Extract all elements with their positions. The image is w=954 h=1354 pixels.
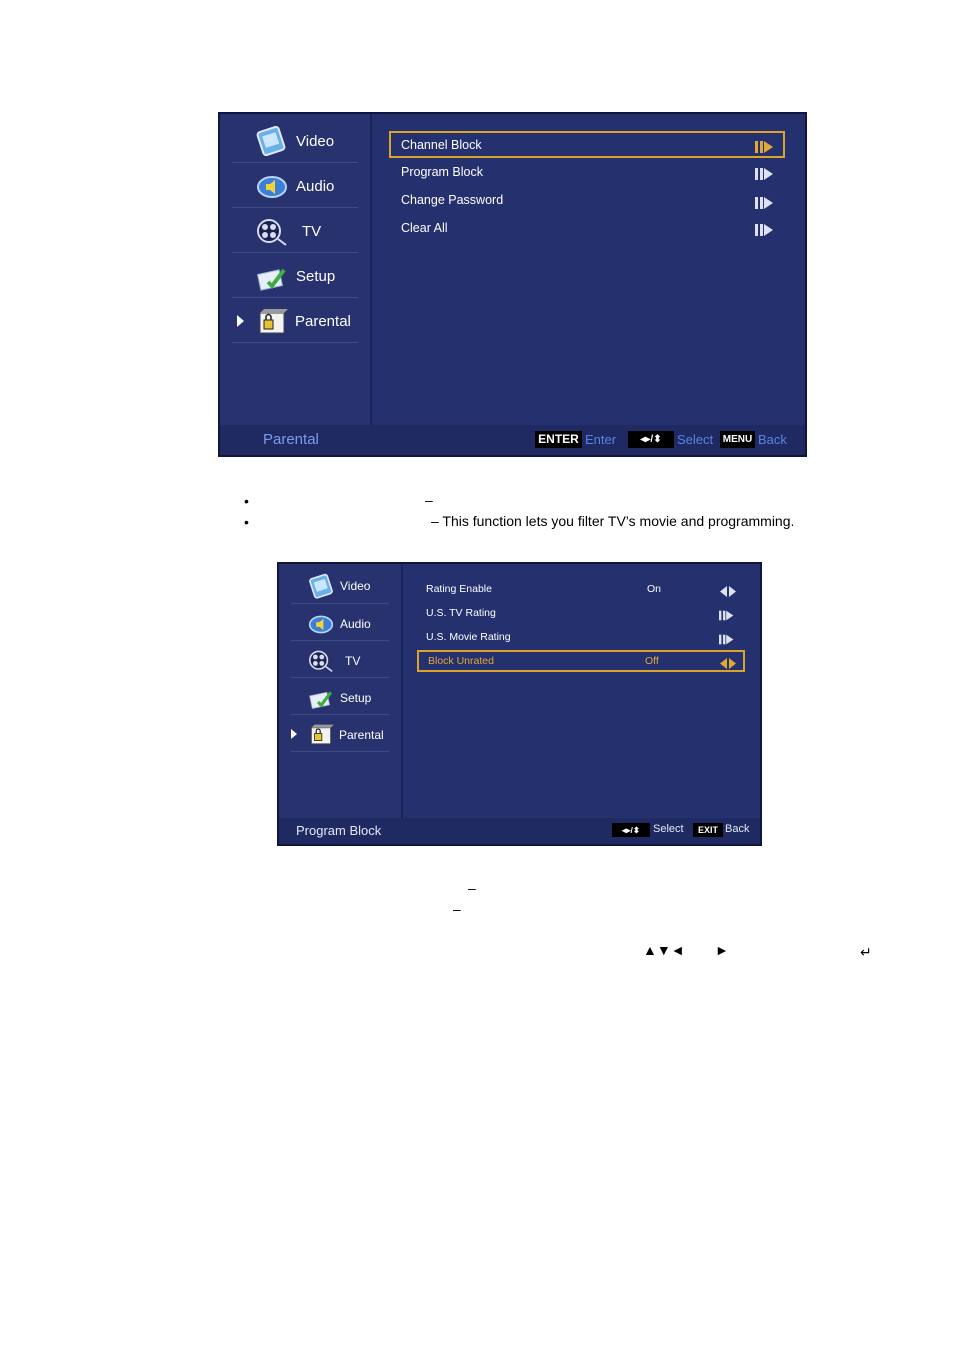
main-menu-sidebar xyxy=(279,564,403,844)
submenu-arrow-icon xyxy=(755,140,775,158)
sidebar-item-parental[interactable] xyxy=(220,299,370,343)
footer-title: Parental xyxy=(263,431,319,448)
sidebar-item-tv[interactable] xyxy=(220,209,370,253)
film-reel-icon xyxy=(256,217,288,252)
submenu-arrow-icon xyxy=(755,167,775,185)
back-key-label: Back xyxy=(725,823,750,835)
divider xyxy=(291,603,389,604)
menu-item-label: Channel Block xyxy=(401,138,482,152)
menu-item-program-block[interactable] xyxy=(389,159,785,186)
submenu-arrow-icon xyxy=(755,223,775,241)
menu-item-clear-all[interactable] xyxy=(389,215,785,242)
menu-item-value: Off xyxy=(645,655,659,667)
navigate-key: ◂▸/⬍ xyxy=(612,823,650,837)
divider xyxy=(291,751,389,752)
menu-item-value: On xyxy=(647,583,662,595)
sidebar-label-video: Video xyxy=(296,133,335,150)
setup-icon xyxy=(256,262,290,297)
back-key-label: Back xyxy=(758,432,787,447)
left-right-arrows-icon xyxy=(720,584,736,602)
sidebar-label-audio: Audio xyxy=(296,178,335,195)
menu-item-block-unrated[interactable] xyxy=(417,650,745,672)
parental-lock-icon xyxy=(256,307,288,342)
divider xyxy=(232,342,358,343)
main-menu-sidebar xyxy=(220,114,372,455)
sidebar-label-parental: Parental xyxy=(295,313,351,330)
left-right-arrows-icon xyxy=(720,656,736,674)
divider xyxy=(291,640,389,641)
menu-item-label: U.S. Movie Rating xyxy=(426,631,511,643)
menu-item-us-tv-rating[interactable] xyxy=(417,602,745,624)
sidebar-item-setup[interactable] xyxy=(220,254,370,298)
sidebar-label-tv: TV xyxy=(302,223,322,240)
sidebar-label-setup: Setup xyxy=(340,691,372,705)
menu-key: MENU xyxy=(720,431,755,448)
submenu-arrow-icon xyxy=(755,196,775,214)
menu-item-label: Block Unrated xyxy=(428,655,494,667)
menu-item-label: Program Block xyxy=(401,165,483,179)
divider xyxy=(291,677,389,678)
video-icon xyxy=(307,573,335,606)
sidebar-label-parental: Parental xyxy=(339,728,384,742)
parental-lock-icon xyxy=(308,723,334,752)
menu-footer xyxy=(279,818,760,844)
sidebar-item-parental[interactable] xyxy=(279,716,401,752)
divider xyxy=(232,297,358,298)
selected-pointer-icon xyxy=(237,315,244,327)
text-dash-1: – xyxy=(468,880,476,896)
navigation-arrows-symbols: ▲▼◄ xyxy=(643,942,685,958)
selected-pointer-icon xyxy=(291,729,297,739)
sidebar-item-video[interactable] xyxy=(220,119,370,163)
sidebar-label-setup: Setup xyxy=(296,268,336,285)
enter-key-label: Enter xyxy=(585,432,617,447)
bullet-1: • xyxy=(244,493,249,509)
navigate-key: ◂▸/⬍ xyxy=(628,431,674,448)
menu-item-rating-enable[interactable] xyxy=(417,578,745,600)
divider xyxy=(232,252,358,253)
sidebar-item-video[interactable] xyxy=(279,568,401,604)
program-block-menu-screen xyxy=(277,562,762,846)
submenu-arrow-icon xyxy=(719,632,735,650)
menu-item-label: Change Password xyxy=(401,193,504,207)
bullet-1-dash: – xyxy=(425,492,433,508)
text-dash-2: – xyxy=(453,901,461,917)
menu-item-us-movie-rating[interactable] xyxy=(417,626,745,648)
right-arrow-symbol: ► xyxy=(715,942,729,958)
bullet-2: • xyxy=(244,514,249,530)
submenu-arrow-icon xyxy=(719,608,735,626)
sidebar-label-audio: Audio xyxy=(340,617,371,631)
parental-menu-screen xyxy=(218,112,807,457)
setup-icon xyxy=(308,686,336,715)
divider xyxy=(232,207,358,208)
exit-key: EXIT xyxy=(693,823,723,837)
menu-item-change-password[interactable] xyxy=(389,187,785,214)
audio-icon xyxy=(256,174,288,205)
menu-item-label: U.S. TV Rating xyxy=(426,607,496,619)
sidebar-item-audio[interactable] xyxy=(220,164,370,208)
audio-icon xyxy=(308,614,334,640)
divider xyxy=(291,714,389,715)
menu-item-label: Rating Enable xyxy=(426,583,492,595)
select-key-label: Select xyxy=(677,432,714,447)
enter-key: ENTER xyxy=(535,431,582,448)
enter-symbol: ↵ xyxy=(860,944,872,960)
footer-title: Program Block xyxy=(296,823,382,838)
sidebar-item-tv[interactable] xyxy=(279,642,401,678)
menu-item-channel-block[interactable] xyxy=(389,131,785,158)
select-key-label: Select xyxy=(653,823,684,835)
video-icon xyxy=(254,125,288,164)
menu-item-label: Clear All xyxy=(401,221,448,235)
menu-footer xyxy=(220,425,805,455)
sidebar-item-audio[interactable] xyxy=(279,605,401,641)
sidebar-item-setup[interactable] xyxy=(279,679,401,715)
sidebar-label-tv: TV xyxy=(345,654,361,668)
sidebar-label-video: Video xyxy=(340,579,371,593)
bullet-2-text: – This function lets you filter TV’s movie and programming. xyxy=(431,513,795,529)
divider xyxy=(232,162,358,163)
film-reel-icon xyxy=(308,649,334,678)
